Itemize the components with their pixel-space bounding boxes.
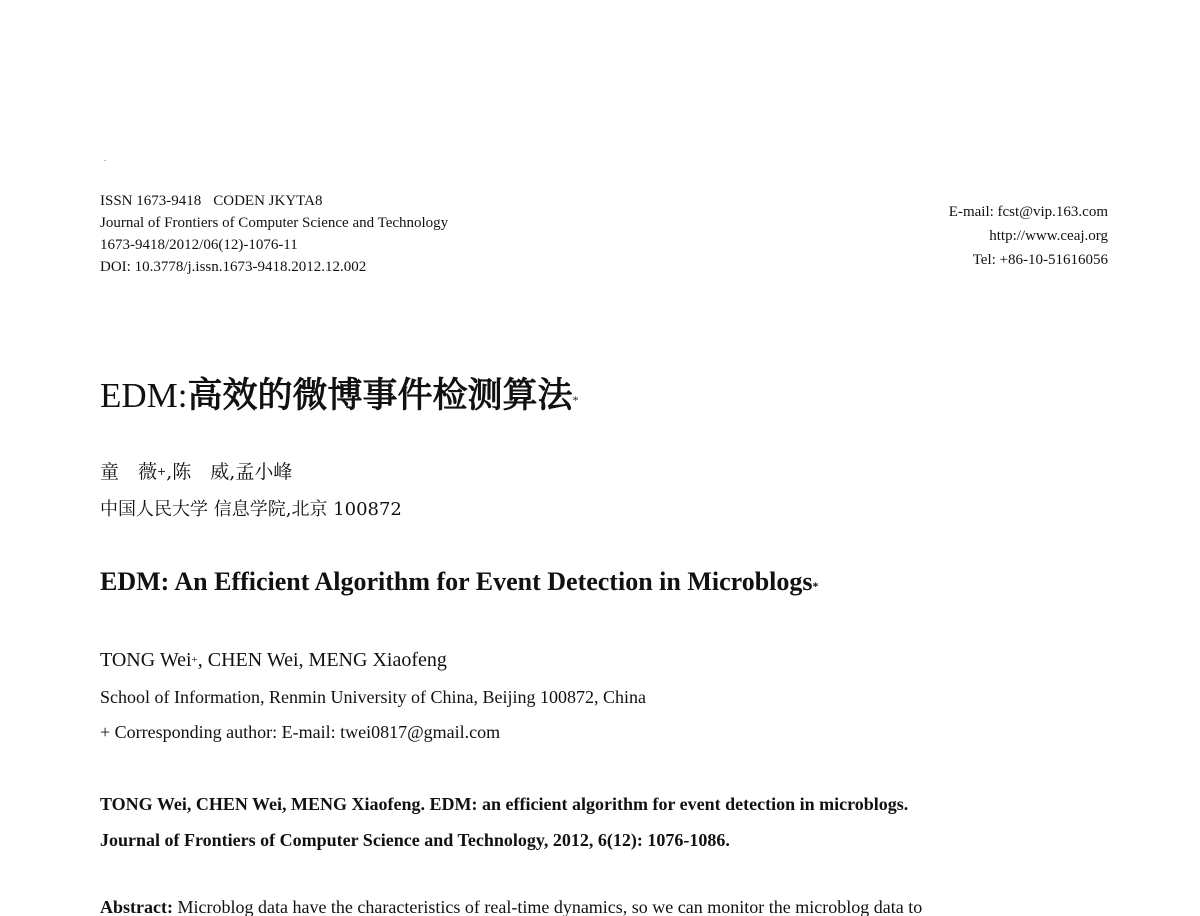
other-authors-chinese: ,陈 威,孟小峰 <box>166 461 293 483</box>
citation <box>100 786 1108 858</box>
article-code: 1673-9418/2012/06(12)-1076-11 <box>100 237 298 253</box>
authors-chinese <box>100 458 292 486</box>
title-english-footnote-marker: * <box>812 579 819 593</box>
title-chinese-text: 高效的微博事件检测算法 <box>187 375 573 416</box>
corresponding-marker-english: + <box>191 654 198 666</box>
other-authors-english: , CHEN Wei, MENG Xiaofeng <box>197 649 447 671</box>
journal-phone: Tel: +86-10-51616056 <box>972 252 1108 268</box>
corresponding-author: + Corresponding author: E-mail: twei0817@gmail.com <box>100 722 501 742</box>
issn-line <box>100 190 660 212</box>
abstract-label: Abstract: <box>100 897 173 916</box>
citation-line-1: TONG Wei, CHEN Wei, MENG Xiaofeng. EDM: an efficient algorithm for event detection in microblogs. <box>100 794 909 814</box>
title-footnote-marker: * <box>572 393 579 407</box>
abstract-text: Microblog data have the characteristics of real-time dynamics, so we can monitor the microblog data to <box>172 897 923 916</box>
journal-header-right <box>788 200 1108 272</box>
title-english <box>100 564 819 600</box>
journal-header-left <box>100 190 660 278</box>
journal-name: Journal of Frontiers of Computer Science and Technology <box>100 215 449 231</box>
page-mark <box>104 160 106 161</box>
citation-line-2: Journal of Frontiers of Computer Science and Technology, 2012, 6(12): 1076-1086. <box>100 830 730 850</box>
affiliation-chinese: 中国人民大学 信息学院,北京 100872 <box>100 499 402 520</box>
issn: ISSN 1673-9418 <box>100 193 202 209</box>
journal-email: E-mail: fcst@vip.163.com <box>948 204 1108 220</box>
abstract <box>100 892 1108 916</box>
title-chinese <box>100 372 579 420</box>
first-author-chinese: 童 薇 <box>100 461 158 483</box>
authors-english <box>100 646 447 674</box>
coden: CODEN JKYTA8 <box>213 193 323 209</box>
title-english-text: EDM: An Efficient Algorithm for Event Detection in Microblogs <box>100 567 813 596</box>
doi: DOI: 10.3778/j.issn.1673-9418.2012.12.002 <box>100 259 367 275</box>
affiliation-english: School of Information, Renmin University of China, Beijing 100872, China <box>100 687 646 707</box>
journal-website: http://www.ceaj.org <box>989 228 1108 244</box>
corresponding-marker-chinese: + <box>157 465 167 478</box>
title-chinese-prefix: EDM: <box>100 376 188 415</box>
first-author-english: TONG Wei <box>100 649 192 671</box>
